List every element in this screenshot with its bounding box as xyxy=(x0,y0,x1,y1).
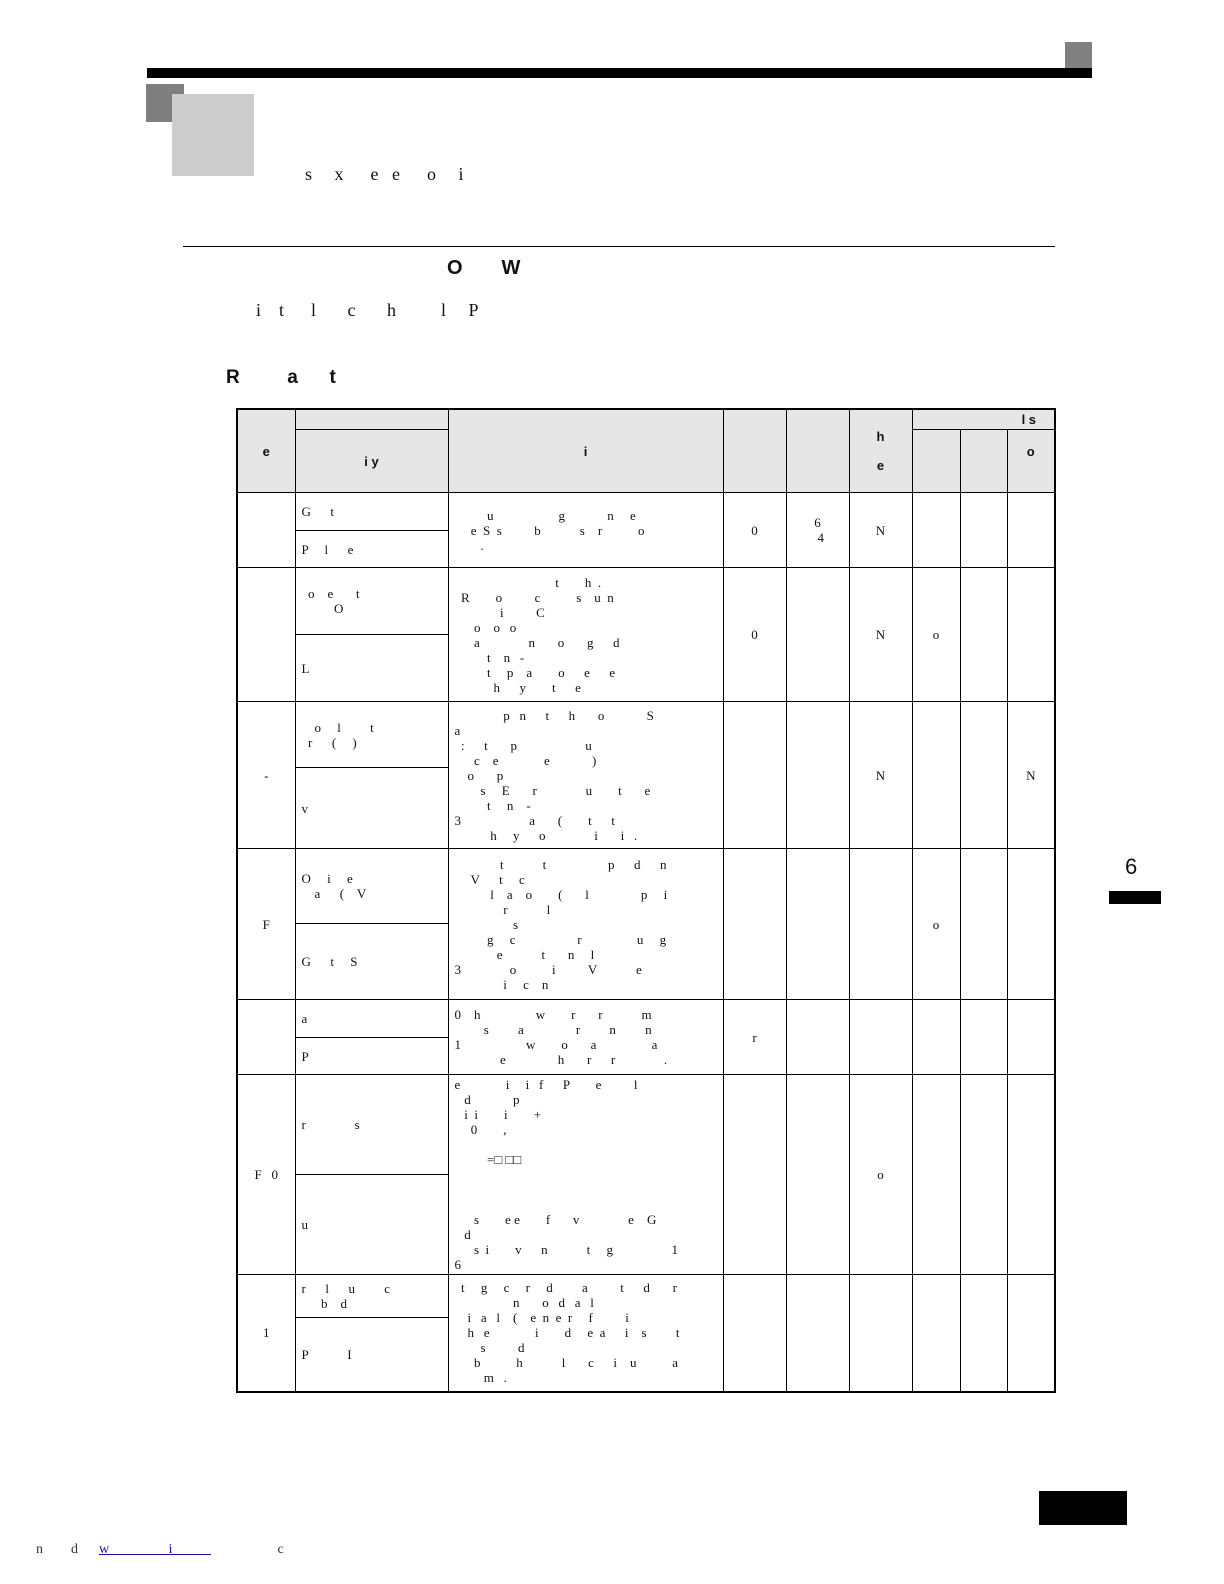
section-divider xyxy=(183,246,1055,247)
cell-default xyxy=(786,702,849,849)
cell-default-text xyxy=(787,1173,849,1177)
cell-access-1 xyxy=(912,1075,960,1275)
cell-change-text xyxy=(850,1035,912,1039)
cell-name-bottom xyxy=(295,924,448,1000)
header-default xyxy=(786,409,849,493)
cell-access-2-text xyxy=(961,1331,1007,1335)
cell-default xyxy=(786,568,849,702)
cell-param-text xyxy=(238,1035,295,1039)
cell-change xyxy=(849,493,912,568)
cell-name-bottom-text: G t S xyxy=(301,954,358,969)
footer-link[interactable]: w i xyxy=(99,1542,211,1557)
cell-access-1-text xyxy=(913,1331,960,1335)
cell-change-text xyxy=(850,922,912,926)
cell-access-3 xyxy=(1007,1000,1055,1075)
chapter-mark-light xyxy=(172,94,254,176)
cell-param-text: F xyxy=(262,916,270,932)
cell-access-3 xyxy=(1007,1075,1055,1275)
chapter-number: 6 xyxy=(1125,854,1138,879)
cell-name-bottom-text: P xyxy=(301,1048,309,1064)
corner-tab-square xyxy=(1065,42,1092,69)
cell-access-3-text xyxy=(1008,1331,1055,1335)
cell-default-text xyxy=(787,773,849,777)
header-name: i y xyxy=(295,430,448,493)
cell-param xyxy=(237,849,295,1000)
cell-access-1-text: o xyxy=(932,627,940,642)
cell-description-text: e i i f P e l d p i i i + 0 , =□ □□ s e e f v e G d s i v n t g 1 6 xyxy=(454,1077,679,1272)
header-access-group: l s xyxy=(912,409,1055,430)
cell-access-1-text xyxy=(913,773,960,777)
cell-range xyxy=(723,849,786,1000)
cell-name-bottom xyxy=(295,768,448,849)
header-range xyxy=(723,409,786,493)
cell-param xyxy=(237,1000,295,1075)
cell-range-text: r xyxy=(752,1029,757,1045)
cell-change-text: N xyxy=(875,522,886,538)
cell-access-2-text xyxy=(961,528,1007,532)
cell-access-2 xyxy=(960,1000,1007,1075)
header-description: i xyxy=(448,409,723,493)
cell-range-text xyxy=(724,1173,786,1177)
chapter-tab-bar xyxy=(1109,891,1161,904)
section-title: O W xyxy=(447,257,521,279)
cell-name-top xyxy=(295,493,448,531)
cell-name-top-text: r s xyxy=(301,1117,360,1132)
cell-name-top xyxy=(295,1275,448,1318)
cell-default-text xyxy=(787,633,849,637)
footer-prefix: n d xyxy=(36,1542,99,1557)
cell-description xyxy=(448,1000,723,1075)
cell-description xyxy=(448,1075,723,1275)
cell-name-top-text: a xyxy=(301,1011,308,1026)
cell-param xyxy=(237,568,295,702)
cell-name-bottom-text: u xyxy=(301,1217,308,1232)
cell-access-2-text xyxy=(961,773,1007,777)
cell-access-1-text: o xyxy=(932,916,940,932)
cell-range-text xyxy=(724,922,786,926)
table-row xyxy=(237,702,1055,768)
cell-description xyxy=(448,849,723,1000)
cell-access-3-text: N xyxy=(1026,767,1036,783)
cell-description xyxy=(448,568,723,702)
cell-access-1 xyxy=(912,1275,960,1392)
cell-access-2-text xyxy=(961,1173,1007,1177)
cell-change-text: o xyxy=(877,1167,884,1182)
cell-range xyxy=(723,1075,786,1275)
cell-description xyxy=(448,493,723,568)
cell-access-2-text xyxy=(961,922,1007,926)
cell-access-2 xyxy=(960,1275,1007,1392)
page-number-box xyxy=(1039,1491,1127,1525)
cell-description-text: t h . R o c s u n i C o o o a n o g d t n - t p a o e e h y t e xyxy=(461,574,620,695)
header-change-bottom: e xyxy=(876,458,885,473)
cell-description-text: 0 h w r r m s a r n n 1 w o a a e h r r . xyxy=(454,1007,668,1067)
cell-range xyxy=(723,493,786,568)
cell-access-3 xyxy=(1007,493,1055,568)
cell-range-text xyxy=(724,1331,786,1335)
cell-access-2 xyxy=(960,702,1007,849)
header-name-top xyxy=(295,409,448,430)
cell-access-2 xyxy=(960,1075,1007,1275)
cell-range-text: 0 xyxy=(751,522,758,538)
cell-change-text xyxy=(850,1331,912,1335)
cell-param-text xyxy=(238,633,295,637)
cell-access-2 xyxy=(960,568,1007,702)
cell-access-1-text xyxy=(913,528,960,532)
header-access-3: o xyxy=(1007,430,1055,493)
cell-access-2-text xyxy=(961,633,1007,637)
cell-name-bottom xyxy=(295,531,448,568)
cell-name-top xyxy=(295,1075,448,1175)
cell-access-3 xyxy=(1007,1275,1055,1392)
cell-name-bottom xyxy=(295,1038,448,1075)
cell-param xyxy=(237,493,295,568)
table-row xyxy=(237,1075,1055,1175)
cell-default xyxy=(786,1075,849,1275)
cell-range xyxy=(723,1275,786,1392)
cell-default-text xyxy=(787,922,849,926)
cell-access-2 xyxy=(960,493,1007,568)
cell-param xyxy=(237,1275,295,1392)
cell-access-1-text xyxy=(913,1173,960,1177)
cell-name-top xyxy=(295,849,448,924)
header-access-2 xyxy=(960,430,1007,493)
header-param: e xyxy=(237,409,295,493)
cell-description xyxy=(448,702,723,849)
cell-change xyxy=(849,702,912,849)
header-rule-thick xyxy=(147,68,1092,78)
cell-change xyxy=(849,849,912,1000)
cell-default-text xyxy=(787,1035,849,1039)
cell-range xyxy=(723,1000,786,1075)
cell-access-2 xyxy=(960,849,1007,1000)
header-change-top: h xyxy=(876,429,885,444)
cell-name-bottom xyxy=(295,1318,448,1392)
cell-change xyxy=(849,1275,912,1392)
cell-description xyxy=(448,1275,723,1392)
cell-name-bottom-text: v xyxy=(301,800,308,816)
table-row xyxy=(237,1275,1055,1318)
cell-range xyxy=(723,702,786,849)
cell-description-text: t g c r d a t d r n o d a l i a l ( e n e r f i h e i d e a i s t s d b h l c i u a m . xyxy=(461,1280,680,1386)
cell-access-3-text xyxy=(1008,1173,1055,1177)
cell-name-top-text: o l t r ( ) xyxy=(308,719,374,750)
cell-range xyxy=(723,568,786,702)
cell-access-3 xyxy=(1007,702,1055,849)
cell-name-top-text: O i e a ( V xyxy=(301,871,367,901)
cell-change-text: N xyxy=(875,627,886,642)
cell-access-3-text xyxy=(1008,922,1055,926)
header-access-1 xyxy=(912,430,960,493)
cell-change xyxy=(849,568,912,702)
cell-access-1 xyxy=(912,702,960,849)
cell-default-text xyxy=(787,1331,849,1335)
footer xyxy=(36,1542,284,1558)
cell-access-3-text xyxy=(1008,633,1055,637)
cell-name-bottom-text: L xyxy=(301,660,310,676)
table-row xyxy=(237,493,1055,531)
cell-param-text: F 0 xyxy=(254,1167,278,1182)
cell-param xyxy=(237,702,295,849)
cell-change xyxy=(849,1075,912,1275)
cell-range-text: 0 xyxy=(751,627,758,642)
cell-range-text xyxy=(724,773,786,777)
cell-param-text: 1 xyxy=(263,1325,270,1341)
cell-name-top xyxy=(295,1000,448,1038)
cell-default xyxy=(786,1275,849,1392)
subsection-title: R a t xyxy=(226,367,336,388)
cell-access-3 xyxy=(1007,568,1055,702)
cell-default xyxy=(786,493,849,568)
cell-change xyxy=(849,1000,912,1075)
cell-param xyxy=(237,1075,295,1275)
cell-name-top xyxy=(295,702,448,768)
cell-default xyxy=(786,1000,849,1075)
parameter-table-body xyxy=(237,493,1055,1392)
cell-access-3-text xyxy=(1008,1035,1055,1039)
cell-access-1 xyxy=(912,493,960,568)
cell-change-text: N xyxy=(875,767,886,783)
footer-suffix: c xyxy=(211,1542,284,1557)
cell-access-3-text xyxy=(1008,528,1055,532)
cell-access-3 xyxy=(1007,849,1055,1000)
cell-access-1 xyxy=(912,849,960,1000)
parameter-table xyxy=(236,408,1056,1393)
table-row xyxy=(237,1000,1055,1038)
intro-text: i t l c h l P xyxy=(256,300,479,320)
cell-param-text xyxy=(238,528,295,532)
cell-name-bottom-text: P l e xyxy=(301,541,354,557)
header-change xyxy=(849,409,912,493)
cell-name-top-text: r l u c b d xyxy=(301,1281,390,1311)
cell-name-bottom-text: P I xyxy=(301,1346,352,1362)
cell-default-text: 6 4 xyxy=(814,515,824,545)
cell-access-1 xyxy=(912,1000,960,1075)
cell-description-text: p n t h o S a : t p u c e e ) o p s E r u t e t n - 3 a ( t t h y o i i . xyxy=(454,707,654,843)
cell-access-1 xyxy=(912,568,960,702)
cell-description-text: t t p d n V t c l a o ( l p i r l s g c r u g e t n l 3 o i V e i c n xyxy=(454,856,668,992)
chapter-subtitle: s x e e o i xyxy=(305,164,464,184)
cell-param-text: - xyxy=(264,767,269,783)
cell-access-2-text xyxy=(961,1035,1007,1039)
table-row xyxy=(237,849,1055,924)
cell-name-top xyxy=(295,568,448,635)
cell-name-bottom xyxy=(295,1175,448,1275)
cell-name-bottom xyxy=(295,635,448,702)
cell-name-top-text: o e t O xyxy=(308,586,360,616)
cell-description-text: u g n e e S s b s r o . xyxy=(470,507,645,553)
table-row xyxy=(237,568,1055,635)
cell-name-top-text: G t xyxy=(301,504,334,519)
cell-access-1-text xyxy=(913,1035,960,1039)
cell-default xyxy=(786,849,849,1000)
